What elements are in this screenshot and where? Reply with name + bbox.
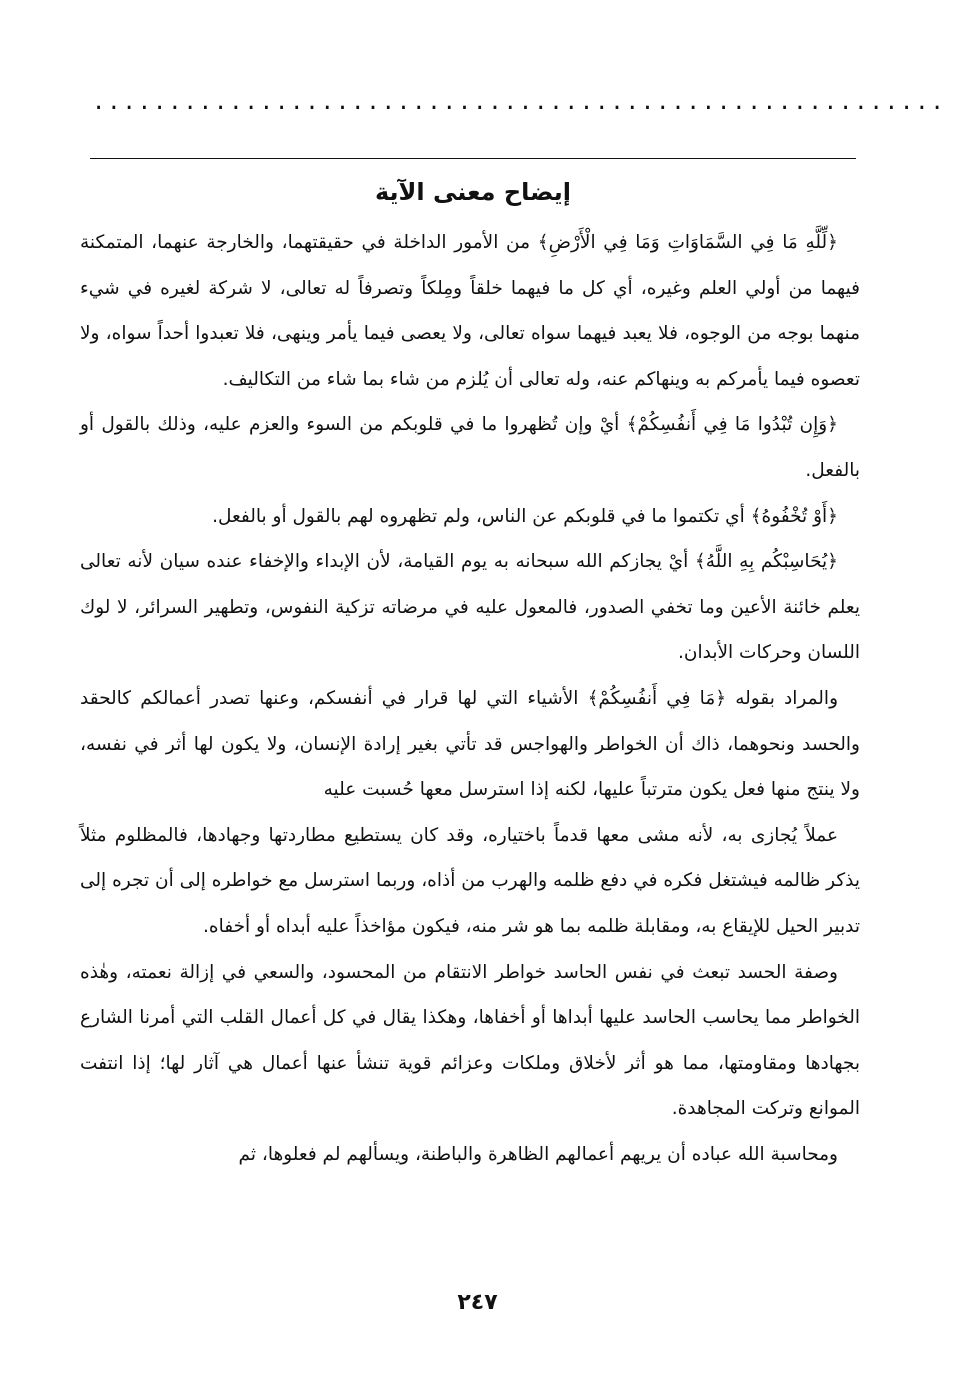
body-text bbox=[80, 220, 860, 1177]
quran-quote: ﴿أَوْ تُخْفُوهُ﴾ bbox=[750, 505, 838, 527]
paragraph-text: وصفة الحسد تبعث في نفس الحاسد خواطر الانتقام من المحسود، والسعي في إزالة نعمته، وهٰذه الخواطر مما يحاسب الحاسد عليها أبداها أو أخفاها، وهكذا يقال في كل أعمال القلب التي أمرنا الشارع بجهادها ومقاومتها، مما هو أثر لأخلاق وملكات وعزائم قوية تنشأ عنها أعمال هي آثار لها؛ إذا انتفت الموانع وتركت المجاهدة. bbox=[80, 961, 860, 1120]
paragraph-8 bbox=[80, 1132, 860, 1178]
quran-quote: ﴿يُحَاسِبْكُم بِهِ اللَّهُ﴾ bbox=[694, 551, 839, 573]
paragraph-7 bbox=[80, 950, 860, 1132]
quran-quote: ﴿وَإِن تُبْدُوا مَا فِي أَنفُسِكُمْ﴾ bbox=[626, 414, 838, 436]
header-rule bbox=[90, 158, 856, 159]
paragraph-text: أي تكتموا ما في قلوبكم عن الناس، ولم تظهروه لهم بالقول أو بالفعل. bbox=[212, 505, 751, 527]
paragraph-4 bbox=[80, 539, 860, 676]
paragraph-text: ومحاسبة الله عباده أن يريهم أعمالهم الظاهرة والباطنة، ويسألهم لم فعلوها، ثم bbox=[238, 1143, 838, 1165]
paragraph-2 bbox=[80, 402, 860, 493]
section-title: إيضاح معنى الآية bbox=[374, 178, 572, 206]
paragraph-text: أيْ يجازكم الله سبحانه به يوم القيامة، لأن الإبداء والإخفاء عنده سيان لأنه تعالى يعلم خائنة الأعين وما تخفي الصدور، فالمعول عليه في مرضاته تزكية النفوس، وتطهير السرائر، لا لوك اللسان وحركات الأبدان. bbox=[80, 551, 860, 664]
paragraph-text: الأشياء التي لها قرار في أنفسكم، وعنها تصدر أعمالكم كالحقد والحسد ونحوهما، ذاك أن الخواطر والهواجس قد تأتي بغير إرادة الإنسان، ولا يكون لها أثر في نفسه، ولا ينتج منها فعل يكون مترتباً عليها، لكنه إذا استرسل معها حُسبت عليه bbox=[80, 687, 860, 801]
paragraph-text: من الأمور الداخلة في حقيقتهما، والخارجة عنهما، المتمكنة فيهما من أولي العلم وغيره، أي كل ما فيهما خلقاً ومِلكاً وتصرفاً له تعالى، لا شركة لغيره في شيء منهما بوجه من الوجوه، فلا يعبد فيهما سواه تعالى، ولا يعصى فيما يأمر وينهى، فلا تعبدوا أحداً سواه، ولا تعصوه فيما يأمركم به وينهاكم عنه، وله تعالى أن يُلزم من شاء بما شاء من التكاليف. bbox=[80, 232, 860, 390]
quran-quote: ﴿لِّلَّهِ مَا فِي السَّمَاوَاتِ وَمَا فِي الْأَرْضِ﴾ bbox=[537, 232, 838, 253]
paragraph-6 bbox=[80, 813, 860, 950]
paragraph-text: عملاً يُجازى به، لأنه مشى معها قدماً باختياره، وقد كان يستطيع مطاردتها وجهادها، فالمظلوم مثلاً يذكر ظالمه فيشتغل فكره في دفع ظلمه والهرب من أذاه، وربما استرسل مع خواطره إلى أن تجره إلى تدبير الحيل للإيقاع به، ومقابلة ظلمه بما هو شر منه، فيكون مؤاخذاً عليه أبداه أو أخفاه. bbox=[80, 824, 860, 937]
paragraph-text: أيْ وإن تُظهروا ما في قلوبكم من السوء والعزم عليه، وذلك بالقول أو بالفعل. bbox=[80, 414, 860, 481]
quran-quote: ﴿مَا فِي أَنفُسِكُمْ﴾ bbox=[587, 687, 727, 709]
paragraph-lead: والمراد بقوله bbox=[726, 687, 838, 709]
page-number: ٢٤٧ bbox=[457, 1290, 498, 1315]
paragraph-3 bbox=[80, 494, 860, 540]
header-dotted-line: ........................................................ bbox=[92, 90, 946, 115]
paragraph-1 bbox=[80, 220, 860, 402]
paragraph-5 bbox=[80, 676, 860, 813]
